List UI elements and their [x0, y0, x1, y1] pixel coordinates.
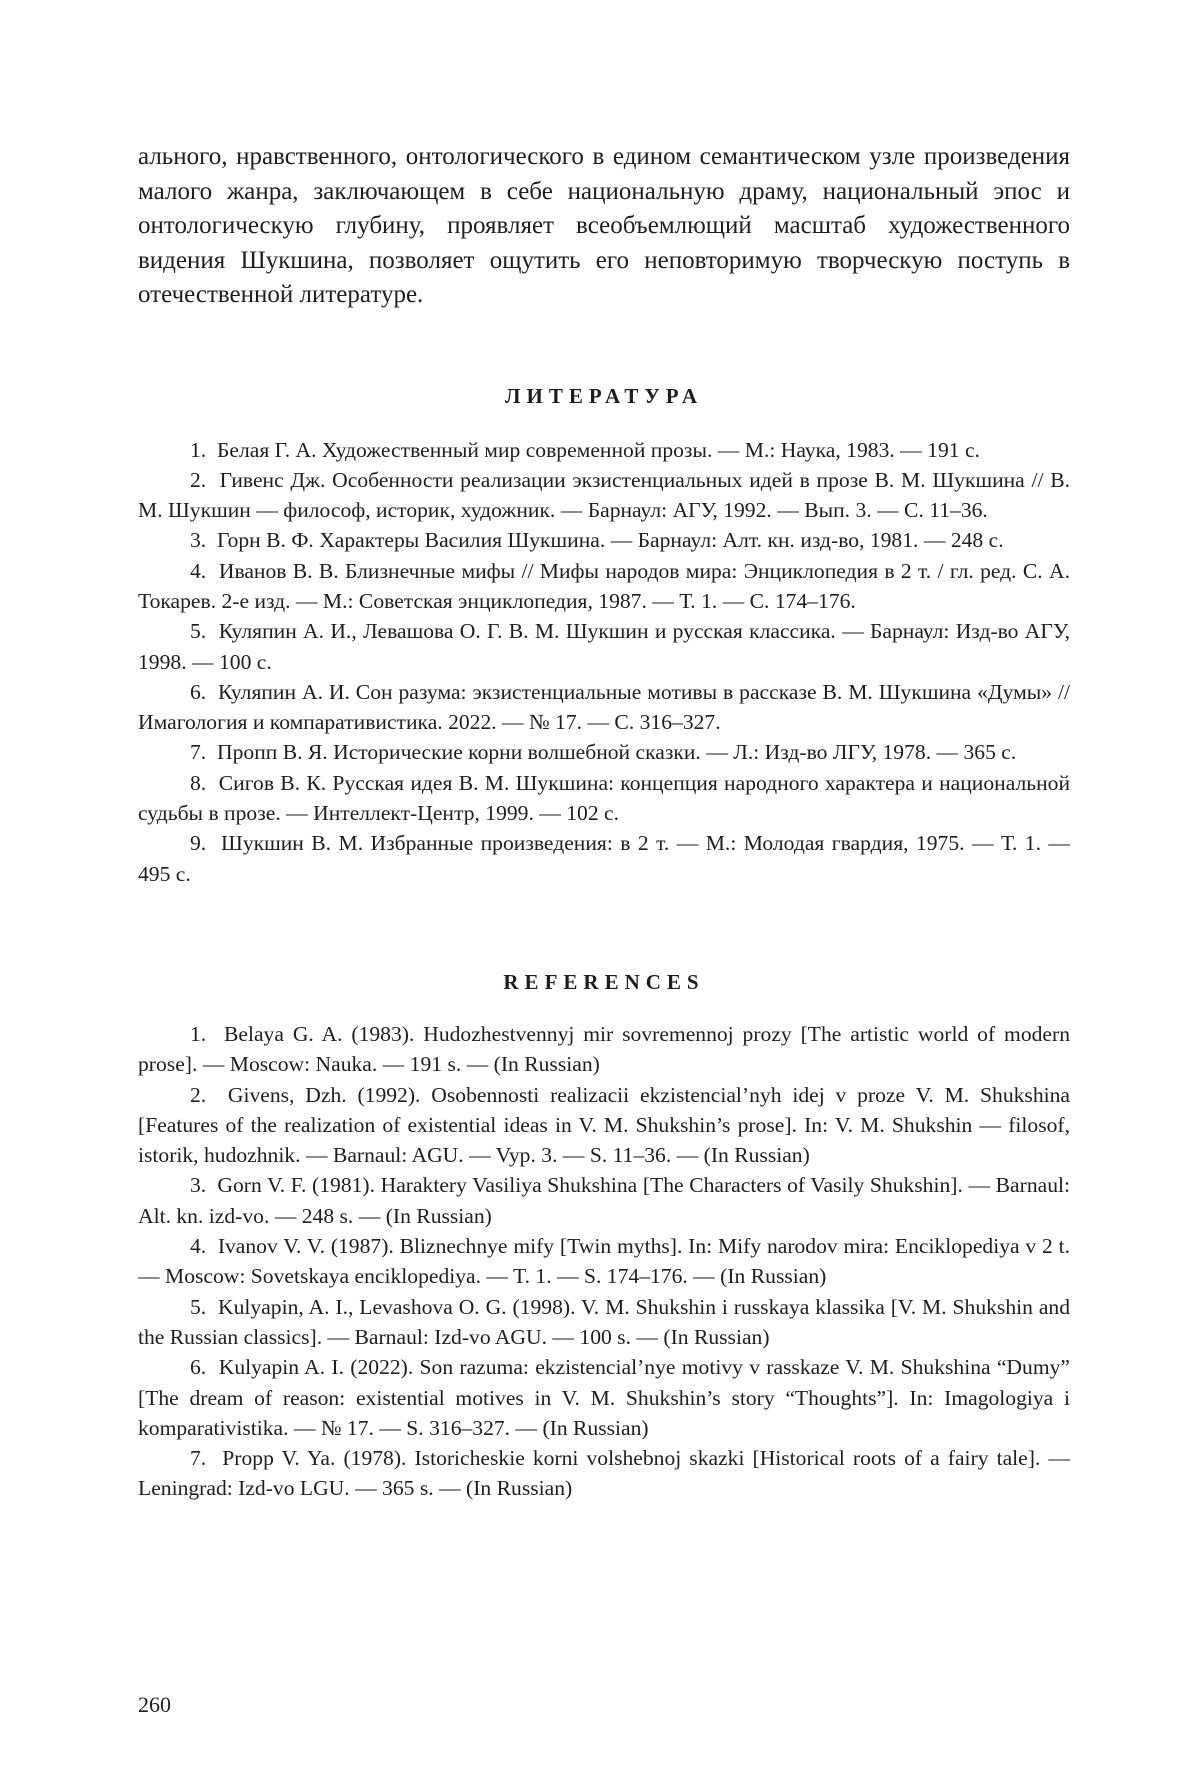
item-text: Куляпин А. И. Сон разума: экзистенциальные мотивы в рассказе В. М. Шукшина «Думы» // Имагология и компаративистика. 2022. — № 17. — С. 316–327.	[138, 679, 1070, 735]
item-text: Куляпин А. И., Левашова О. Г. В. М. Шукшин и русская классика. — Барнаул: Изд-во АГУ, 1998. — 100 с.	[138, 619, 1070, 674]
item-number: 6.	[190, 679, 207, 704]
item-text: Kulyapin A. I. (2022). Son razuma: ekzistencial’nye motivy v rasskaze V. M. Shukshina “Dumy” [The dream of reason: existential motives in V. M. Shukshin’s story “Thoughts”]. In: Imagologiya i komparativistika. — № 17. — S. 316–327. — (In Russian)	[138, 1355, 1070, 1440]
item-number: 6.	[190, 1355, 207, 1380]
literature-item	[138, 525, 1070, 555]
item-text: Belaya G. A. (1983). Hudozhestvennyj mir sovremennoj prozy [The artistic world of modern prose]. — Moscow: Nauka. — 191 s. — (In Russian)	[138, 1021, 1071, 1077]
page-number: 260	[138, 1692, 171, 1717]
item-number: 4.	[190, 1234, 207, 1259]
reference-item	[138, 1231, 1070, 1292]
literature-item	[138, 768, 1070, 829]
literature-item	[138, 465, 1070, 526]
item-number: 3.	[190, 1173, 207, 1198]
item-number: 2.	[190, 467, 207, 492]
literature-item	[138, 828, 1070, 889]
item-text: Gorn V. F. (1981). Haraktery Vasiliya Shukshina [The Characters of Vasily Shukshin]. — Barnaul: Alt. kn. izd-vo. — 248 s. — (In Russian)	[138, 1173, 1070, 1228]
item-number: 5.	[190, 1294, 207, 1319]
reference-item	[138, 1443, 1070, 1504]
item-number: 2.	[190, 1082, 207, 1107]
reference-item	[138, 1019, 1070, 1080]
item-number: 4.	[190, 558, 207, 583]
item-text: Шукшин В. М. Избранные произведения: в 2 т. — М.: Молодая гвардия, 1975. — Т. 1. — 495 с.	[138, 831, 1070, 886]
literature-item	[138, 435, 1070, 465]
item-text: Givens, Dzh. (1992). Osobennosti realizacii ekzistencial’nyh idej v proze V. M. Shukshina [Features of the realization of existential ideas in V. M. Shukshin’s prose]. In: V. M. Shukshin — filosof, istorik, hudozhnik. — Barnaul: AGU. — Vyp. 3. — S. 11–36. — (In Russian)	[138, 1082, 1071, 1168]
item-number: 1.	[190, 437, 207, 462]
item-text: Гивенс Дж. Особенности реализации экзистенциальных идей в прозе В. М. Шукшина // В. М. Шукшин — философ, историк, художник. — Барнаул: АГУ, 1992. — Вып. 3. — С. 11–36.	[138, 467, 1071, 523]
literature-item	[138, 616, 1070, 677]
intro-paragraph: ального, нравственного, онтологического в едином семантическом узле произведения малого жанра, заключающем в себе национальную драму, национальный эпос и онтологическую глубину, проявляет всеобъемлющий масштаб художественного видения Шукшина, позволяет ощутить его неповторимую творческую поступь в отечественной литературе.	[138, 143, 1070, 308]
item-text: Сигов В. К. Русская идея В. М. Шукшина: концепция народного характера и национальной судьбы в прозе. — Интеллект-Центр, 1999. — 102 с.	[138, 770, 1070, 826]
item-text: Белая Г. А. Художественный мир современной прозы. — М.: Наука, 1983. — 191 с.	[217, 437, 980, 462]
reference-item	[138, 1170, 1070, 1231]
item-text: Propp V. Ya. (1978). Istoricheskie korni volshebnoj skazki [Historical roots of a fairy tale]. — Leningrad: Izd-vo LGU. — 365 s. — (In Russian)	[138, 1446, 1070, 1501]
reference-item	[138, 1352, 1070, 1443]
item-number: 3.	[190, 528, 207, 553]
literature-item	[138, 737, 1070, 767]
literature-item	[138, 677, 1070, 738]
item-number: 7.	[190, 740, 207, 765]
item-text: Ivanov V. V. (1987). Bliznechnye mify [Twin myths]. In: Mify narodov mira: Enciklopediya v 2 t. — Moscow: Sovetskaya enciklopediya. — T. 1. — S. 174–176. — (In Russian)	[138, 1234, 1070, 1289]
item-text: Иванов В. В. Близнечные мифы // Мифы народов мира: Энциклопедия в 2 т. / гл. ред. С. А. Токарев. 2-е изд. — М.: Советская энциклопедия, 1987. — Т. 1. — С. 174–176.	[138, 558, 1070, 613]
references-heading: REFERENCES	[503, 969, 705, 994]
document-page	[138, 140, 1070, 1504]
item-number: 7.	[190, 1446, 207, 1471]
references-list	[138, 1019, 1070, 1504]
literature-list	[138, 435, 1070, 889]
reference-item	[138, 1080, 1070, 1171]
item-text: Пропп В. Я. Исторические корни волшебной сказки. — Л.: Изд-во ЛГУ, 1978. — 365 с.	[217, 740, 1017, 765]
item-text: Kulyapin, A. I., Levashova O. G. (1998). V. M. Shukshin i russkaya klassika [V. M. Shukshin and the Russian classics]. — Barnaul: Izd-vo AGU. — 100 s. — (In Russian)	[138, 1294, 1070, 1349]
literature-heading: ЛИТЕРАТУРА	[504, 383, 704, 408]
item-number: 8.	[190, 770, 207, 795]
item-number: 1.	[190, 1021, 207, 1046]
item-text: Горн В. Ф. Характеры Василия Шукшина. — Барнаул: Алт. кн. изд-во, 1981. — 248 с.	[217, 528, 1004, 553]
item-number: 9.	[190, 831, 207, 856]
literature-item	[138, 556, 1070, 617]
reference-item	[138, 1292, 1070, 1353]
item-number: 5.	[190, 619, 207, 644]
